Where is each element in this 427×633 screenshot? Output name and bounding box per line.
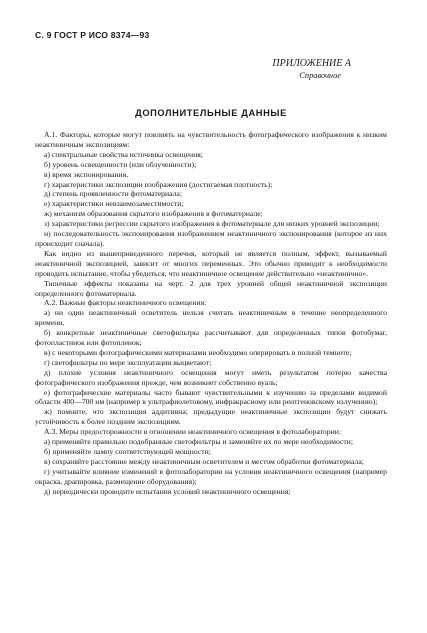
list-item: б) применяйте лампу соответствующей мощности; [44,447,211,456]
list-item: д) периодически проводите испытания условий неактиничного освещения; [44,486,291,496]
page-header: С. 9 ГОСТ Р ИСО 8374—93 [35,30,150,40]
list-item: а) спектральные свойства источника освещения; [44,149,203,159]
paragraph: А.3. Меры предосторожности в отношении неактиничного освещения в фотолаборатории: [44,427,341,437]
appendix-subtitle: Справочное [299,71,341,80]
list-item: в) с некоторыми фотографическими материалами необходимо оперировать в полной темноте; [44,347,352,357]
list-item: г) учитывайте влияние изменений в фотолаборатории на условия неактиничного освещения (например окраска, драпировка, размещение оборудования); [35,466,387,486]
list-item: з) характеристики регрессии скрытого изображения в фотоматериале для низких уровней экспозиции; [44,219,380,229]
list-item: в) сохраняйте расстояние между неактиничным осветителем и местом обработки фотоматериала; [44,456,364,466]
list-item: е) характеристики невзаимозаместимости; [44,199,184,209]
list-item: г) светофильтры по мере эксплуатации выцветают; [44,357,212,367]
paragraph: Как видно из вышеприведенного перечня, который не является полным, эффект, вызываемый неактиничной экспозицией, зависит от многих переменных. Это обычно приводит к необходимости проводить испытание, чтобы убедиться, что неактиничное освещение действительно «неактинично». [35,248,387,278]
paragraph: Типичные эффекты показаны на черт. 2 для трех уровней общей неактиничной экспозиции определенного фотоматериала. [35,278,387,298]
list-item: д) степень проявленности фотоматериала; [44,189,182,199]
list-item: и) последовательность экспонирования изображением неактиничного экспонирования (которое из них происходит сначала). [35,229,387,248]
list-item: в) время экспонирования, [44,169,129,179]
list-item: а) ни один неактиничный осветитель нельзя считать неактиничным в течение неопределенного времени, [35,308,387,328]
list-item: а) применяйте правильно подобранные светофильтры и заменяйте их по мере необходимости; [44,437,353,447]
document-body [35,130,387,497]
section-heading: ДОПОЛНИТЕЛЬНЫЕ ДАННЫЕ [135,108,287,118]
list-item: г) характеристики экспозиции изображения (достигаемая плотность); [44,179,273,189]
paragraph: А.1. Факторы, которые могут повлиять на чувствительность фотографического изображения к низким неактиничным экспозициям: [35,130,387,149]
list-item: б) уровень освещенности (или облученности); [44,159,197,169]
appendix-label [35,58,387,82]
list-item: е) фотографические материалы часто бывают чувствительными к изучению за пределами видимой области 400—700 нм (например к ультрафиолетовому, инфракрасному или рентгеновскому излучению); [35,387,387,407]
list-item: ж) механизм образования скрытого изображения в фотоматериале; [44,209,263,219]
list-item: ж) помните, что экспозиция аддитивна; предыдущие неактиничные экспозиции будут снижать устойчивость к более поздним экспозициям. [35,407,387,427]
list-item: б) конкретные неактиничные светофильтры рассчитывают для определенных типов фотобумаг, фотопластинок или фотопленок; [35,328,387,348]
list-item: д) плохие условия неактиничного освещения могут иметь результатом потерю качества фотографического изображения прежде, чем возникнет собственно вуаль; [35,367,387,387]
paragraph: А.2. Важные факторы неактиничного освещения: [44,298,207,308]
appendix-title: ПРИЛОЖЕНИЕ А [272,58,351,69]
